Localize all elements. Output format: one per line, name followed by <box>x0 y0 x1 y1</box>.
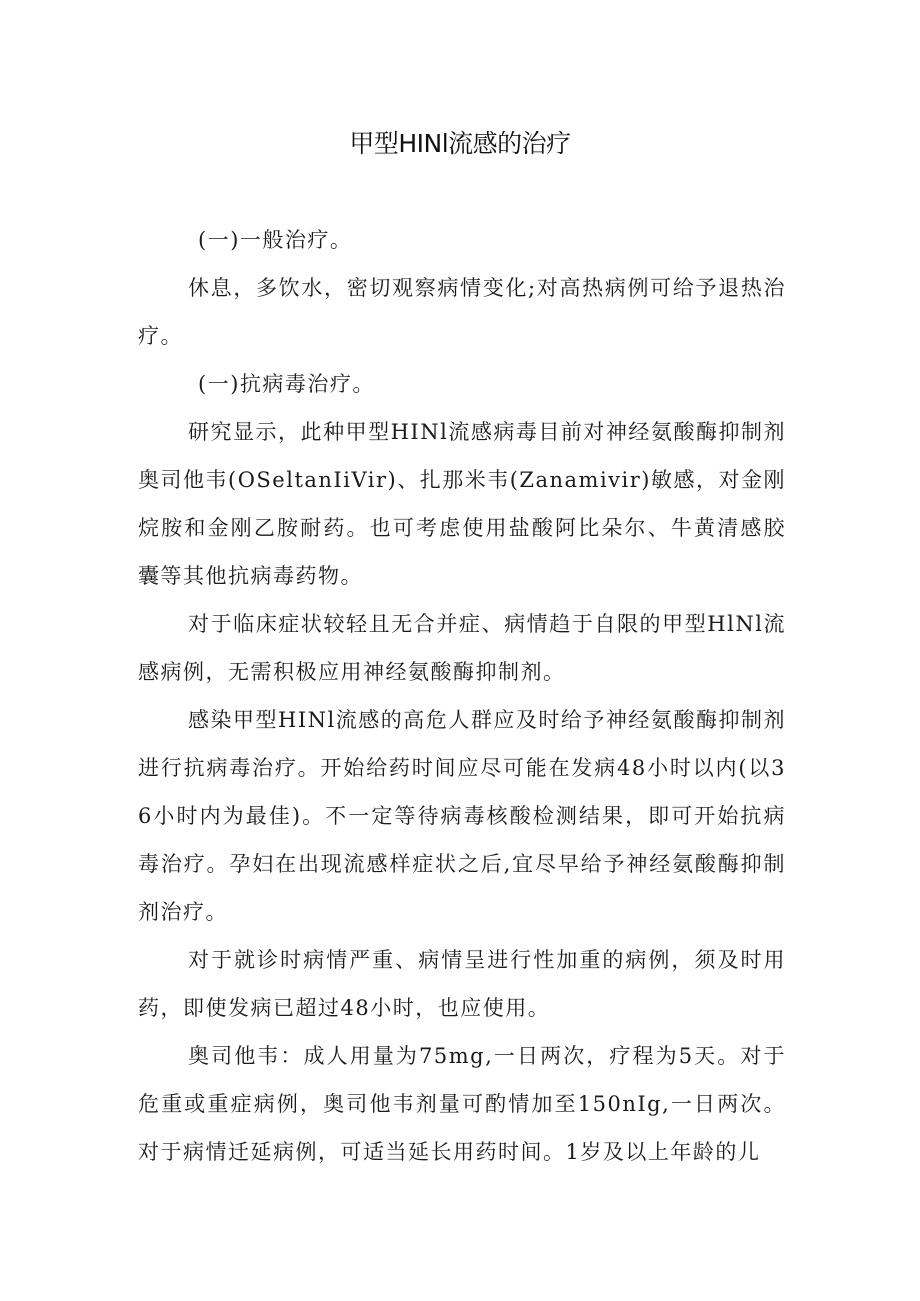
section-heading-antiviral-treatment: (一)抗病毒治疗。 <box>198 372 375 396</box>
paragraph-research-findings: 研究显示，此种甲型HINl流感病毒目前对神经氨酸酶抑制剂奥司他韦(OSeltanIiVir)、扎那米韦(Zanamivir)敏感，对金刚烷胺和金刚乙胺耐药。也可考虑使用盐酸阿比朵尔、牛黄清感胶囊等其他抗病毒药物。 <box>138 420 786 588</box>
section-heading-general-treatment: (一)一般治疗。 <box>198 228 353 252</box>
paragraph-severe-cases: 对于就诊时病情严重、病情呈进行性加重的病例，须及时用药，即使发病已超过48小时，也应使用。 <box>138 948 786 1020</box>
paragraph-oseltamivir-dosage: 奥司他韦：成人用量为75mg,一日两次，疗程为5天。对于危重或重症病例，奥司他韦剂量可酌情加至150nIg,一日两次。对于病情迁延病例，可适当延长用药时间。1岁及以上年龄的儿 <box>138 1044 786 1164</box>
paragraph-high-risk-groups: 感染甲型HINl流感的高危人群应及时给予神经氨酸酶抑制剂进行抗病毒治疗。开始给药时间应尽可能在发病48小时以内(以36小时内为最佳)。不一定等待病毒核酸检测结果，即可开始抗病毒治疗。孕妇在出现流感样症状之后,宜尽早给予神经氨酸酶抑制剂治疗。 <box>138 708 786 924</box>
document-title: 甲型HINl流感的治疗 <box>349 129 571 158</box>
paragraph-mild-cases: 对于临床症状较轻且无合并症、病情趋于自限的甲型HlNl流感病例，无需积极应用神经氨酸酶抑制剂。 <box>138 612 786 684</box>
paragraph-general-treatment: 休息，多饮水，密切观察病情变化;对高热病例可给予退热治疗。 <box>138 276 786 348</box>
document-body <box>138 216 786 1176</box>
